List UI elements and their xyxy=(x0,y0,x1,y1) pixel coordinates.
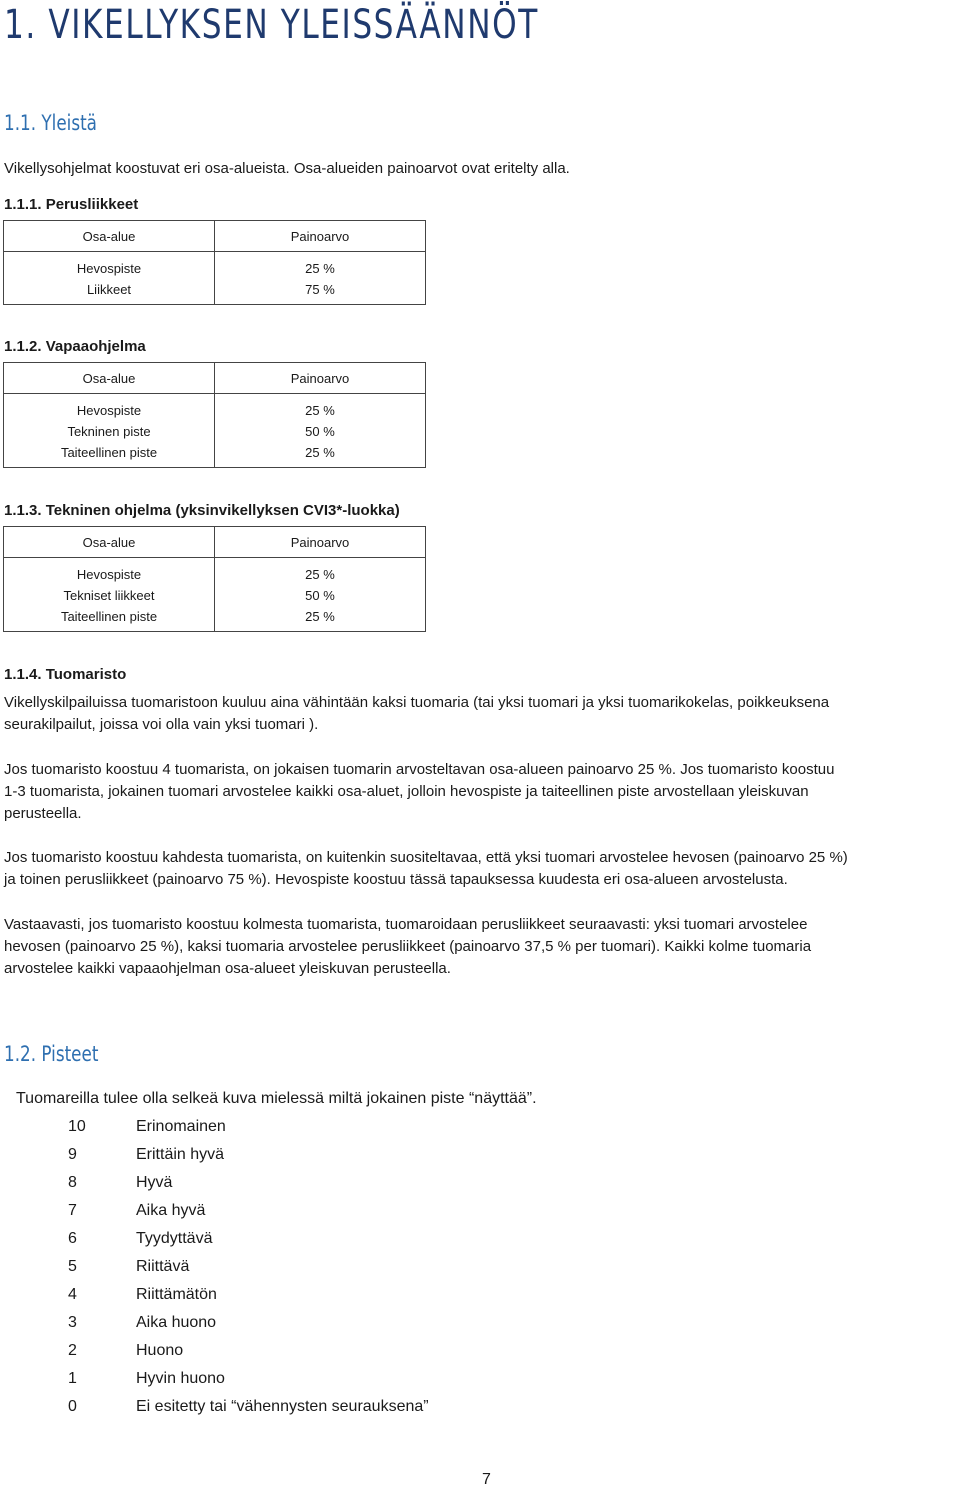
score-label: Aika huono xyxy=(136,1314,217,1331)
score-number: 6 xyxy=(68,1230,77,1247)
subsection-title-perusliikkeet: 1.1.1. Perusliikkeet xyxy=(4,196,139,213)
table-cell: Hevospiste xyxy=(4,558,215,586)
score-item xyxy=(68,1342,183,1360)
tekninen-ohjelma-table xyxy=(3,526,426,632)
table-cell: 25 % xyxy=(305,261,335,276)
paragraph-line: 1-3 tuomarista, jokainen tuomari arvostelee kaikki osa-aluet, jolloin hevospiste ja taiteellinen piste arvostellaan yleiskuvan xyxy=(4,783,809,800)
table-cell: Hevospiste xyxy=(4,394,215,422)
table-row xyxy=(4,421,425,442)
score-label: Erinomainen xyxy=(136,1118,226,1135)
column-header-osa-alue: Osa-alue xyxy=(4,527,215,558)
table-row xyxy=(4,558,425,586)
paragraph-tuomaristo-2 xyxy=(4,759,834,825)
table-cell: Tekniset liikkeet xyxy=(4,585,215,606)
table-cell: Taiteellinen piste xyxy=(4,442,215,467)
paragraph-line: Jos tuomaristo koostuu kahdesta tuomarista, on kuitenkin suositeltavaa, että yksi tuomari arvostelee hevosen (painoarvo 25 %) xyxy=(4,849,848,866)
table-cell: 50 % xyxy=(305,424,335,439)
paragraph-tuomaristo-4 xyxy=(4,914,811,980)
table-cell: 25 % xyxy=(305,403,335,418)
table-row xyxy=(4,606,425,631)
table-cell: 50 % xyxy=(305,588,335,603)
paragraph-line: Vastaavasti, jos tuomaristo koostuu kolmesta tuomarista, tuomaroidaan perusliikkeet seuraavasti: yksi tuomari arvostelee xyxy=(4,916,808,933)
table-header-row xyxy=(4,363,425,394)
score-item xyxy=(68,1174,172,1192)
score-item xyxy=(68,1202,205,1220)
table-cell: Tekninen piste xyxy=(4,421,215,442)
table-cell: Taiteellinen piste xyxy=(4,606,215,631)
paragraph-line: arvostelee kaikki vapaaohjelman osa-alueet yleiskuvan perusteella. xyxy=(4,960,451,977)
score-number: 2 xyxy=(68,1342,77,1359)
table-row xyxy=(4,442,425,467)
column-header-osa-alue: Osa-alue xyxy=(4,363,215,394)
score-label: Aika hyvä xyxy=(136,1202,206,1219)
score-number: 8 xyxy=(68,1174,77,1191)
score-label: Tyydyttävä xyxy=(136,1230,213,1247)
score-number: 7 xyxy=(68,1202,77,1219)
table-cell: 25 % xyxy=(305,445,335,460)
score-number: 10 xyxy=(68,1118,86,1135)
score-label: Huono xyxy=(136,1342,184,1359)
score-number: 4 xyxy=(68,1286,77,1303)
score-label: Riittävä xyxy=(136,1258,190,1275)
table-row xyxy=(4,279,425,304)
paragraph-line: perusteella. xyxy=(4,805,82,822)
table-cell: 75 % xyxy=(305,282,335,297)
subsection-title-tuomaristo: 1.1.4. Tuomaristo xyxy=(4,666,127,683)
score-item xyxy=(68,1230,212,1248)
score-number: 3 xyxy=(68,1314,77,1331)
score-label: Erittäin hyvä xyxy=(136,1146,225,1163)
score-label: Ei esitetty tai “vähennysten seurauksena” xyxy=(136,1398,429,1415)
column-header-painoarvo: Painoarvo xyxy=(215,221,426,252)
score-number: 5 xyxy=(68,1258,77,1275)
table-row xyxy=(4,585,425,606)
column-header-painoarvo: Painoarvo xyxy=(215,527,426,558)
column-header-painoarvo: Painoarvo xyxy=(215,363,426,394)
page-heading: 1. VIKELLYKSEN YLEISSÄÄNNÖT xyxy=(4,2,539,48)
section-intro: Vikellysohjelmat koostuvat eri osa-alueista. Osa-alueiden painoarvot ovat eritelty alla. xyxy=(4,160,570,177)
table-header-row xyxy=(4,527,425,558)
score-label: Hyvin huono xyxy=(136,1370,225,1387)
score-label: Riittämätön xyxy=(136,1286,217,1303)
table-cell: Hevospiste xyxy=(4,252,215,280)
score-item xyxy=(68,1258,189,1276)
vapaaohjelma-table xyxy=(3,362,426,468)
perusliikkeet-table xyxy=(3,220,426,305)
paragraph-line: Jos tuomaristo koostuu 4 tuomarista, on jokaisen tuomarin arvosteltavan osa-alueen painoarvo 25 %. Jos tuomaristo koostuu xyxy=(4,761,835,778)
paragraph-line: hevosen (painoarvo 25 %), kaksi tuomaria arvostelee perusliikkeet (painoarvo 37,5 % per tuomari). Kaikki kolme tuomaria xyxy=(4,938,812,955)
paragraph-line: seurakilpailut, joissa voi olla vain yksi tuomari ). xyxy=(4,716,319,733)
score-label: Hyvä xyxy=(136,1174,173,1191)
page-number: 7 xyxy=(482,1471,491,1488)
subsection-title-vapaaohjelma: 1.1.2. Vapaaohjelma xyxy=(4,338,146,355)
table-cell: Liikkeet xyxy=(4,279,215,304)
paragraph-line: ja toinen perusliikkeet (painoarvo 75 %). Hevospiste koostuu tässä tapauksessa kuudesta eri osa-alueen arvostelusta. xyxy=(4,871,788,888)
column-header-osa-alue: Osa-alue xyxy=(4,221,215,252)
score-number: 1 xyxy=(68,1370,77,1387)
score-item xyxy=(68,1314,216,1332)
score-item xyxy=(68,1286,217,1304)
table-cell: 25 % xyxy=(305,609,335,624)
pisteet-intro: Tuomareilla tulee olla selkeä kuva mielessä miltä jokainen piste “näyttää”. xyxy=(16,1090,537,1107)
score-item xyxy=(68,1118,226,1136)
table-cell: 25 % xyxy=(305,567,335,582)
section-title-yleista: 1.1. Yleistä xyxy=(4,111,97,135)
score-item xyxy=(68,1398,429,1416)
subsection-title-tekninen-ohjelma: 1.1.3. Tekninen ohjelma (yksinvikellyksen CVI3*-luokka) xyxy=(4,502,400,519)
score-item xyxy=(68,1370,225,1388)
score-number: 9 xyxy=(68,1146,77,1163)
table-row xyxy=(4,252,425,280)
paragraph-tuomaristo-3 xyxy=(4,847,848,891)
score-item xyxy=(68,1146,224,1164)
table-header-row xyxy=(4,221,425,252)
section-title-pisteet: 1.2. Pisteet xyxy=(4,1042,99,1066)
paragraph-line: Vikellyskilpailuissa tuomaristoon kuuluu aina vähintään kaksi tuomaria (tai yksi tuomari ja yksi tuomarikokelas, poikkeuksena xyxy=(4,694,830,711)
paragraph-tuomaristo-1 xyxy=(4,692,829,736)
table-row xyxy=(4,394,425,422)
score-number: 0 xyxy=(68,1398,77,1415)
